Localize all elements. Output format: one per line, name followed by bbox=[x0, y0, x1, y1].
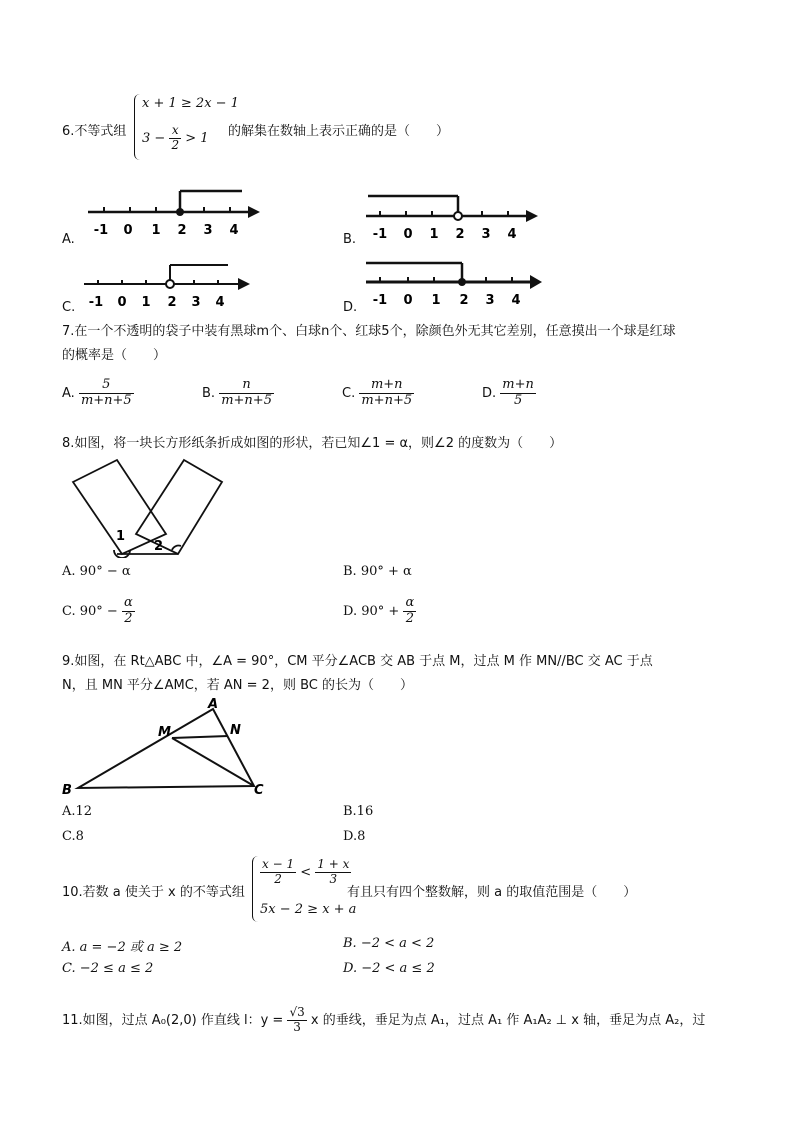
q6a-tick-1: 1 bbox=[151, 223, 161, 238]
q7-line1: 7.在一个不透明的袋子中装有黑球m个、白球n个、红球5个，除颜色外无其它差别，任意摸出一个球是红球 bbox=[62, 324, 676, 339]
q6-number-line-d bbox=[362, 258, 546, 314]
q6-prefix: 6.不等式组 bbox=[62, 124, 127, 139]
q7-option-c: C. $\frac{m+n}{m+n+5}$ bbox=[342, 377, 413, 408]
q10-line1: $\frac{x - 1}{2}$ < $\frac{1 + x}{3}$ bbox=[262, 857, 350, 886]
q10-brace bbox=[252, 856, 258, 922]
q11-text: 11.如图，过点 A₀(2,0) 作直线 l：y = $\frac{√3}{3}$ x 的垂线，垂足为点 A₁，过点 A₁ 作 A₁A₂ ⊥ x 轴，垂足为点 A₂，过 bbox=[62, 1005, 706, 1034]
q10-line2: 5x − 2 ≥ x + a bbox=[260, 902, 357, 917]
q9-option-c: C.8 bbox=[62, 829, 84, 844]
q8-angle-2-label: 2 bbox=[154, 539, 164, 554]
q6a-tick-0: 0 bbox=[123, 223, 133, 238]
q8-option-d: D. 90° + $\frac{\alpha}{2}$ bbox=[343, 595, 415, 626]
q6a-tick-neg1: -1 bbox=[93, 223, 109, 238]
svg-text:-1: -1 bbox=[88, 295, 104, 310]
q7-option-b: B. $\frac{n}{m+n+5}$ bbox=[202, 377, 272, 408]
svg-text:-1: -1 bbox=[372, 227, 388, 242]
svg-text:0: 0 bbox=[403, 293, 413, 308]
q9-option-d: D.8 bbox=[343, 829, 366, 844]
q10-option-c: C. −2 ≤ a ≤ 2 bbox=[62, 961, 154, 976]
q9-label-c: C bbox=[254, 783, 264, 798]
svg-text:1: 1 bbox=[141, 295, 151, 310]
q6-option-d-label: D. bbox=[343, 300, 358, 315]
q9-line1: 9.如图，在 Rt△ABC 中，∠A = 90°，CM 平分∠ACB 交 AB 于点 M，过点 M 作 MN//BC 交 AC 于点 bbox=[62, 654, 653, 669]
svg-text:2: 2 bbox=[459, 293, 469, 308]
svg-text:0: 0 bbox=[403, 227, 413, 242]
q6-number-line-a bbox=[84, 186, 264, 246]
q9-label-b: B bbox=[62, 783, 72, 798]
q8-folded-strip-figure bbox=[68, 454, 228, 558]
q6-brace bbox=[134, 94, 140, 160]
q6-number-line-b bbox=[362, 188, 542, 246]
q6-option-c-label: C. bbox=[62, 300, 76, 315]
q6-option-a-label: A. bbox=[62, 232, 75, 247]
q9-option-a: A.12 bbox=[62, 804, 93, 819]
q9-label-a: A bbox=[208, 697, 219, 712]
q8-option-b: B. 90° + α bbox=[343, 564, 412, 579]
svg-text:3: 3 bbox=[191, 295, 201, 310]
q6a-tick-3: 3 bbox=[203, 223, 213, 238]
q6-number-line-c bbox=[80, 260, 260, 316]
q6a-tick-2: 2 bbox=[177, 223, 187, 238]
q9-option-b: B.16 bbox=[343, 804, 374, 819]
q7-line2: 的概率是（ ） bbox=[62, 348, 167, 363]
svg-text:4: 4 bbox=[511, 293, 521, 308]
svg-text:3: 3 bbox=[481, 227, 491, 242]
svg-text:2: 2 bbox=[455, 227, 465, 242]
svg-text:1: 1 bbox=[429, 227, 439, 242]
q8-option-c: C. 90° − $\frac{\alpha}{2}$ bbox=[62, 595, 133, 626]
svg-text:2: 2 bbox=[167, 295, 177, 310]
q8-text: 8.如图，将一块长方形纸条折成如图的形状，若已知∠1 = α，则∠2 的度数为（ ） bbox=[62, 436, 563, 451]
q9-triangle-figure bbox=[58, 694, 278, 800]
q6-suffix: 的解集在数轴上表示正确的是（ ） bbox=[228, 124, 450, 139]
q10-option-d: D. −2 < a ≤ 2 bbox=[343, 961, 435, 976]
svg-text:4: 4 bbox=[215, 295, 225, 310]
q9-label-m: M bbox=[158, 725, 171, 740]
q6-line2: 3 − $\frac{x}{2}$ > 1 bbox=[142, 123, 209, 152]
svg-text:4: 4 bbox=[507, 227, 517, 242]
q9-line2: N，且 MN 平分∠AMC，若 AN = 2，则 BC 的长为（ ） bbox=[62, 678, 413, 693]
q6-line1: x + 1 ≥ 2x − 1 bbox=[142, 96, 239, 111]
svg-text:3: 3 bbox=[485, 293, 495, 308]
q9-label-n: N bbox=[230, 723, 241, 738]
q10-suffix: 有且只有四个整数解，则 a 的取值范围是（ ） bbox=[347, 885, 637, 900]
svg-text:-1: -1 bbox=[372, 293, 388, 308]
q8-option-a: A. 90° − α bbox=[62, 564, 131, 579]
q10-option-b: B. −2 < a < 2 bbox=[343, 936, 435, 951]
svg-text:1: 1 bbox=[431, 293, 441, 308]
svg-text:0: 0 bbox=[117, 295, 127, 310]
q10-option-a: A. a = −2 或 a ≥ 2 bbox=[62, 940, 183, 955]
q6-option-b-label: B. bbox=[343, 232, 357, 247]
q7-option-d: D. $\frac{m+n}{5}$ bbox=[482, 377, 534, 408]
q10-prefix: 10.若数 a 使关于 x 的不等式组 bbox=[62, 885, 245, 900]
q7-option-a: A. $\frac{5}{m+n+5}$ bbox=[62, 377, 132, 408]
q8-angle-1-label: 1 bbox=[116, 529, 126, 544]
q6a-tick-4: 4 bbox=[229, 223, 239, 238]
